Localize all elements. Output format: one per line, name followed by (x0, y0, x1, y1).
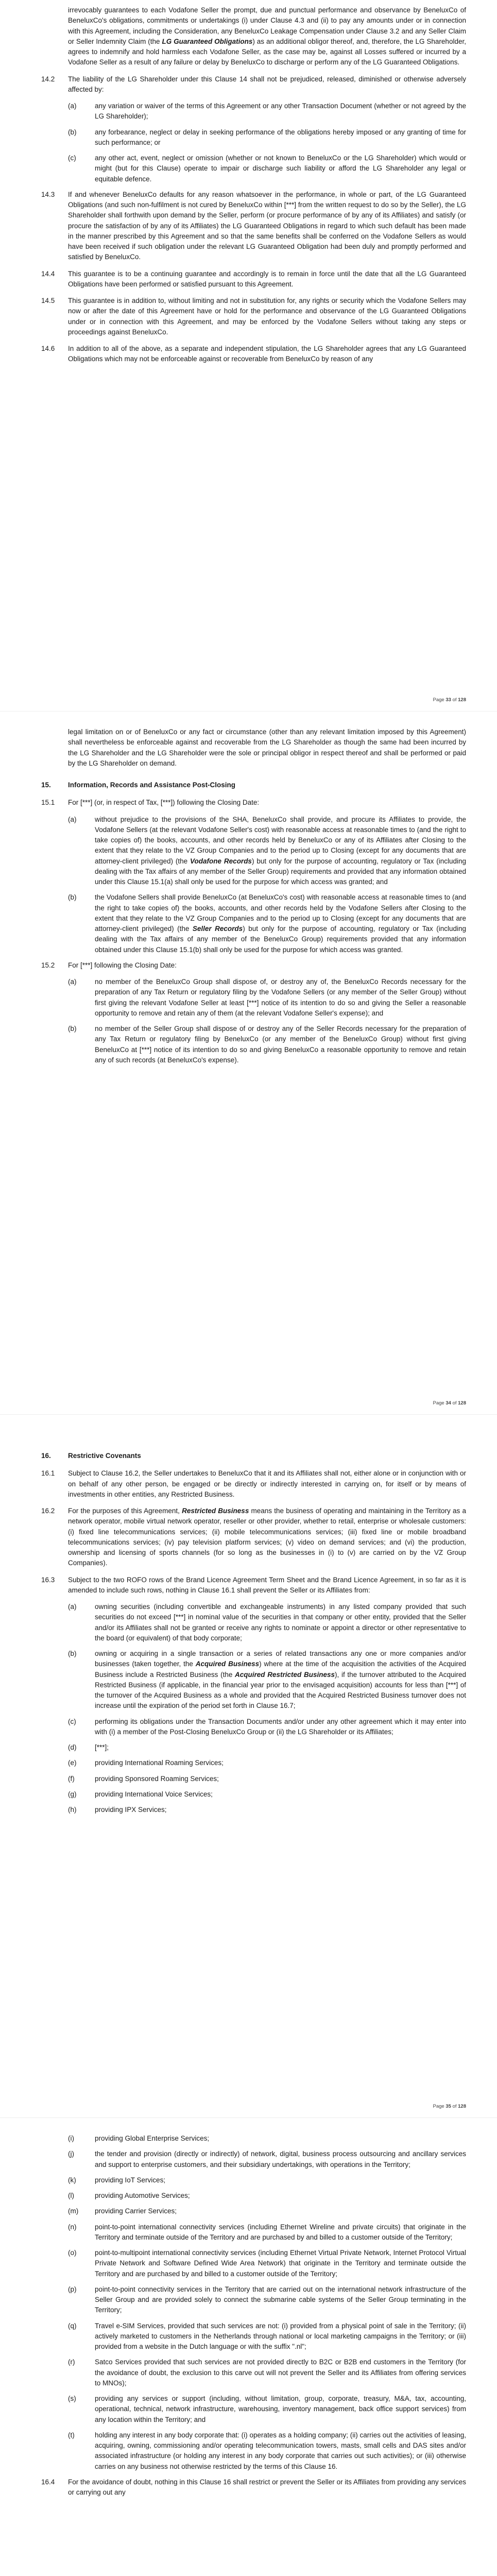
clause-16-3-s: (s) providing any services or support (including, without limitation, group, corporate, treasury, M&A, tax, accounting, operational, technical, network infrastructure, warehousing, inventory management, back office support services) from any location within the Territory; and (68, 2395, 466, 2424)
clause-16-3-o: (o) point-to-multipoint international connectivity services (including Ethernet Virtual Private Network, Internet Protocol Virtual Private Network and Software Defined Wide Area Network) that originate in the Territory and terminate outside the Territory and are purchased by and billed to a customer outside of the Territory; (68, 2249, 466, 2278)
clause-16-3-g: (g) providing International Voice Services; (68, 1790, 213, 1798)
clause-16-3-p: (p) point-to-point connectivity services in the Territory that are carried out on the international network infrastructure of the Seller Group and are provided solely to connect the submarine cable systems of the Seller Group terminating in the Territory; (68, 2285, 466, 2314)
clause-16-3-r: (r) Satco Services provided that such services are not provided directly to B2C or B2B end customers in the Territory (for the avoidance of doubt, the exclusion to this carve out will not prevent the Seller and its Affiliates from offering services to MNOs); (68, 2358, 466, 2387)
page-number-34: Page 34 of 128 (433, 1400, 466, 1406)
defined-term-acquired-business: Acquired Business (195, 1660, 260, 1668)
clause-15-2-a: (a) no member of the BeneluxCo Group shall dispose of, or destroy any of, the BeneluxCo Records necessary for the preparation of any Tax Return or regulatory filing by the Vodafone Sellers (or any member of the Seller Group) without first giving the relevant Vodafone Seller at least [***] notice of its intention to do so and giving the Seller a reasonable opportunity to remove and retain any of them (at the relevant Vodafone Seller's expense); and (68, 978, 466, 1017)
clause-16-3-n: (n) point-to-point international connectivity services (including Ethernet Wireline and private circuits) that originate in the Territory and terminate outside of the Territory and are purchased by and billed to a customer outside of the Territory; (68, 2223, 466, 2241)
clause-16-3-k: (k) providing IoT Services; (68, 2176, 166, 2184)
defined-term-acquired-restricted-business: Acquired Restricted Business (235, 1670, 335, 1679)
clause-16-3-d: (d) [***]; (68, 1743, 109, 1751)
defined-term-vodafone-records: Vodafone Records (190, 857, 252, 865)
page-number-33: Page 33 of 128 (433, 697, 466, 703)
document-page-36 (0, 2118, 497, 2576)
clause-15-1-b: (b) the Vodafone Sellers shall provide BeneluxCo (at BeneluxCo's cost) with reasonable access at reasonable times to (and the right to take copies of) the books, accounts, and other records held by the Vodafone Sellers after Closing to the extent that they relate to the VZ Group Companies and to the period up to Closing (except for any documents that are attorney-client privileged) (the Seller Records) but only for the purpose of accounting, regulatory or Tax (including dealing with the Tax affairs of any member of the BeneluxCo Group) requirements provided that any information obtained under this Clause 15.1(b) shall only be used for the purpose for which access was granted. (68, 893, 467, 954)
section-16-heading: 16. Restrictive Covenants (41, 1452, 141, 1460)
clause-16-4: 16.4 For the avoidance of doubt, nothing in this Clause 16 shall restrict or prevent the Seller or its Affiliates from providing any services or carrying out any (41, 2478, 466, 2496)
clause-16-3-q: (q) Travel e-SIM Services, provided that such services are not: (i) provided from a physical point of sale in the Territory; (ii) actively marketed to customers in the Netherlands through national or local marketing campaigns in the Territory; or (iii) provided from a website in the Dutch language or with the suffix ".nl"; (68, 2321, 466, 2350)
clause-15-2: 15.2 For [***] following the Closing Date: (41, 961, 177, 969)
clause-16-3-c: (c) performing its obligations under the Transaction Documents and/or under any other agreement which it may enter into with (i) a member of the Post-Closing BeneluxCo Group or (ii) the LG Shareholder or its Affiliates; (68, 1717, 466, 1736)
document-page-34 (0, 711, 497, 1414)
guarantee-intro-paragraph: irrevocably guarantees to each Vodafone Seller the prompt, due and punctual performance and observance by BeneluxCo of BeneluxCo's obligations, commitments or undertakings (i) under Clause 4.3 and (ii) to pay any amounts under or in connection with this Agreement, including the Consideration, any BeneluxCo Leakage Compensation under Clause 3.2 and any Seller Claim or Seller Indemnity Claim (the LG Guaranteed Obligations) as an additional obligor thereof, and, therefore, the LG Shareholder, agrees to indemnify and hold harmless each Vodafone Seller, as the case may be, against all Losses suffered or incurred by a Vodafone Seller as a result of any failure or delay by BeneluxCo to discharge or perform any of the LG Guaranteed Obligations. (68, 6, 466, 66)
clause-14-2-c: (c) any other act, event, neglect or omission (whether or not known to BeneluxCo or the LG Shareholder) which would or might (but for this Clause) operate to impair or discharge such liability or afford the LG Shareholder any legal or equitable defence. (68, 154, 466, 183)
clause-16-3-m: (m) providing Carrier Services; (68, 2207, 177, 2215)
clause-16-3-f: (f) providing Sponsored Roaming Services; (68, 1774, 219, 1783)
clause-14-2-a: (a) any variation or waiver of the terms of this Agreement or any other Transaction Document (whether or not agreed by the LG Shareholder); (68, 102, 466, 121)
defined-term-lg-guaranteed-obligations: LG Guaranteed Obligations (162, 37, 253, 45)
document-page-33 (0, 0, 497, 711)
clause-14-2-b: (b) any forbearance, neglect or delay in seeking performance of the obligations hereby imposed or any granting of time for such performance; or (68, 128, 466, 146)
clause-14-4: 14.4 This guarantee is to be a continuing guarantee and accordingly is to remain in force until the date that all the LG Guaranteed Obligations have been performed or satisfied pursuant to this Agreement. (41, 269, 466, 288)
clause-16-3-t: (t) holding any interest in any body corporate that: (i) operates as a holding company; (ii) carries out the activities of leasing, acquiring, owning, commissioning and/or operating telecommunication towers, masts, small cells and DAS sites and/or associated infrastructure (or holding any interest in any body corporate that carries out such activities); or (iii) otherwise carries on any business not otherwise restricted by the terms of this Clause 16. (68, 2431, 466, 2470)
clause-16-3-i: (i) providing Global Enterprise Services; (68, 2134, 210, 2142)
defined-term-restricted-business: Restricted Business (182, 1507, 249, 1515)
clause-15-1: 15.1 For [***] (or, in respect of Tax, [***]) following the Closing Date: (41, 799, 260, 807)
page-number-35: Page 35 of 128 (433, 2104, 466, 2109)
clause-14-6: 14.6 In addition to all of the above, as a separate and independent stipulation, the LG Shareholder agrees that any LG Guaranteed Obligations which may not be enforceable against or recoverable from BeneluxCo by reason of any (41, 345, 466, 363)
clause-16-3: 16.3 Subject to the two ROFO rows of the Brand Licence Agreement Term Sheet and the Brand Licence Agreement, in so far as it is amended to include such rows, nothing in Clause 16.1 shall prevent the Seller or its Affiliates from: (41, 1575, 466, 1594)
clause-16-3-b: (b) owning or acquiring in a single transaction or a series of related transactions any one or more companies and/or businesses (taken together, the Acquired Business) where at the time of the acquisition the activities of the Acquired Business include a Restricted Business (the Acquired Restricted Business), if the turnover attributed to the Acquired Restricted Business (if applicable, in the financial year prior to the envisaged acquisition) accounts for less than [***] of the turnover of the Acquired Business as a whole and provided that the Acquired Restricted Business turnover does not increase until the expiration of the period set forth in Clause 16.7; (68, 1650, 466, 1710)
clause-16-3-l: (l) providing Automotive Services; (68, 2192, 190, 2199)
clause-15-2-b: (b) no member of the Seller Group shall dispose of or destroy any of the Seller Records necessary for the preparation of any Tax Return or regulatory filing by BeneluxCo (or any member of the BeneluxCo Group) without first giving BeneluxCo at [***] notice of its intention to do so and giving BeneluxCo a reasonable opportunity to remove and retain any of such records (at BeneluxCo's expense). (68, 1025, 466, 1064)
clause-14-6-continuation: legal limitation on or of BeneluxCo or any fact or circumstance (other than any relevant limitation imposed by this Agreement) shall nevertheless be enforceable against and recoverable from the LG Shareholder as though the same had been incurred by the LG Shareholder and the LG Shareholder were the sole or principal obligor in respect thereof and shall be performed or paid by the LG Shareholder on demand. (68, 728, 466, 767)
clause-16-3-j: (j) the tender and provision (directly or indirectly) of network, digital, business process outsourcing and ancillary services and support to enterprise customers, and their subsidiary undertakings, with operations in the Territory; (68, 2150, 466, 2168)
clause-14-3: 14.3 If and whenever BeneluxCo defaults for any reason whatsoever in the performance, in whole or part, of the LG Guaranteed Obligations (and such non-fulfilment is not cured by BeneluxCo within [***] from the written request to do so by the Seller), the LG Shareholder shall forthwith upon demand by the Seller, perform (or procure performance of by any of its Affiliates) and satisfy (or procure the satisfaction of by any of its Affiliates) the LG Guaranteed Obligations in regard to which such default has been made in the manner prescribed by this Agreement and so that the same benefits shall be conferred on the Vodafone Sellers as would have been received if such obligation under the relevant LG Guaranteed Obligation had been duly and promptly performed and satisfied by BeneluxCo. (41, 190, 466, 261)
clause-16-3-a: (a) owning securities (including convertible and exchangeable instruments) in any listed company provided that such securities do not exceed [***] in nominal value of the securities in that company or other entity, provided that the Seller and/or its Affiliates shall not be granted or receive any rights to nominate or appoint a director or other representative to the board (or equivalent) of that body corporate; (68, 1603, 466, 1642)
section-15-heading: 15. Information, Records and Assistance Post-Closing (41, 781, 236, 789)
clause-14-2: 14.2 The liability of the LG Shareholder under this Clause 14 shall not be prejudiced, released, diminished or otherwise adversely affected by: (41, 75, 466, 93)
clause-14-5: 14.5 This guarantee is in addition to, without limiting and not in substitution for, any rights or security which the Vodafone Sellers may now or after the date of this Agreement have or hold for the performance and observance of the LG Guaranteed Obligations under or in connection with this Agreement, and may be enforced by the Vodafone Sellers without taking any steps or proceedings against BeneluxCo. (41, 297, 466, 336)
clause-16-3-h: (h) providing IPX Services; (68, 1806, 167, 1814)
clause-16-3-e: (e) providing International Roaming Services; (68, 1759, 224, 1767)
defined-term-seller-records: Seller Records (192, 925, 243, 933)
clause-16-1: 16.1 Subject to Clause 16.2, the Seller undertakes to BeneluxCo that it and its Affiliates shall not, either alone or in conjunction with or on behalf of any other person, be engaged or be directly or indirectly interested in carrying on, for itself or by means of investments in other entities, any Restricted Business. (41, 1469, 466, 1498)
clause-15-1-a: (a) without prejudice to the provisions of the SHA, BeneluxCo shall provide, and procure its Affiliates to provide, the Vodafone Sellers (at the relevant Vodafone Seller's cost) with reasonable access at reasonable times to (and the right to take copies of) the books, accounts, and other records held by BeneluxCo or any of its Affiliates after Closing to the extent that they relate to the VZ Group Companies and to the period up to Closing (except for any documents that are attorney-client privileged) (the Vodafone Records) but only for the purpose of accounting, regulatory or Tax (including dealing with the Tax affairs of any member of the Seller Group) requirements and provided that any information obtained under this Clause 15.1(a) shall only be used for the purpose for which access was granted; and (68, 815, 466, 886)
clause-16-2: 16.2 For the purposes of this Agreement, Restricted Business means the business of operating and maintaining in the Territory as a network operator, mobile virtual network operator, reseller or other provider, whether to retail, enterprise or wholesale customers: (i) fixed line telecommunications services; (ii) mobile telecommunications services; (iii) fixed line or mobile broadband telecommunications services; (iv) pay television platform services; (v) video on demand services; and (vi) the production, ownership and licensing of sports channels (for so long as the businesses in (i) to (v) are carried on by the VZ Group Companies). (41, 1507, 466, 1567)
document-page-35 (0, 1415, 497, 2117)
